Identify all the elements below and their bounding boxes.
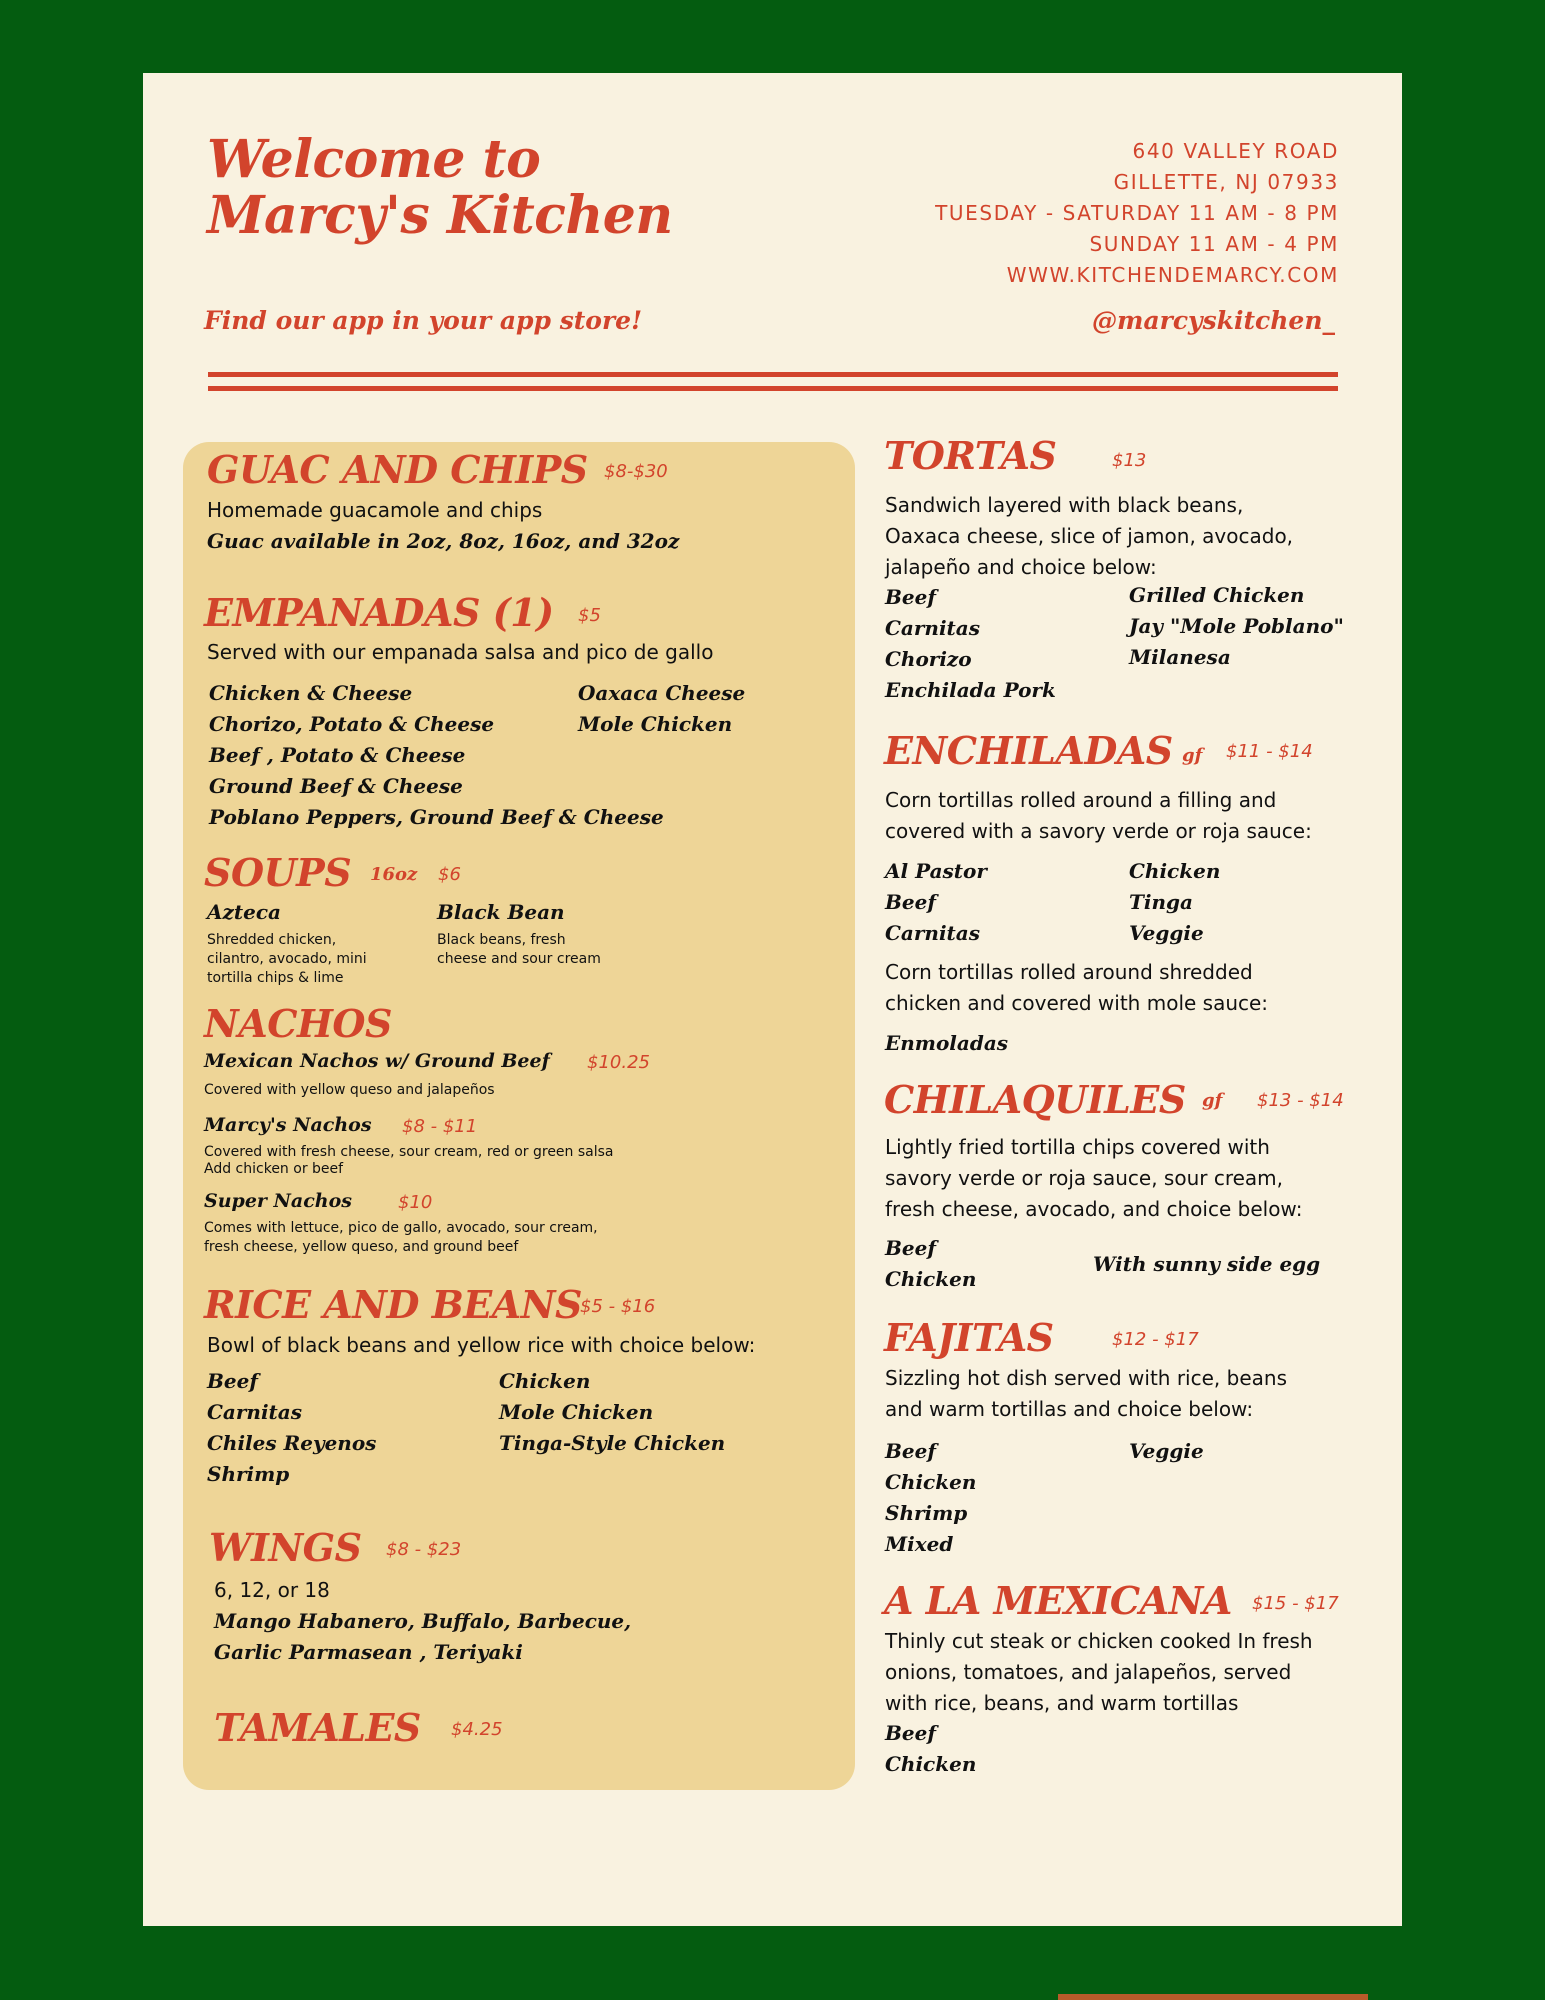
nachos-marcys-desc-2: Add chicken or beef: [204, 1161, 344, 1177]
chilaquiles-gf-tag: gf: [1202, 1090, 1223, 1111]
price-soups: $6: [438, 864, 461, 885]
list-item: Beef: [885, 890, 936, 914]
price-nachos-marcys: $8 - $11: [402, 1116, 478, 1137]
nachos-super-desc: [204, 1219, 598, 1257]
list-item: Veggie: [1129, 1439, 1204, 1463]
list-item: Poblano Peppers, Ground Beef & Cheese: [209, 805, 664, 829]
app-promo: Find our app in your app store!: [204, 306, 643, 335]
chilaquiles-list: [885, 1233, 976, 1295]
list-item: Beef: [207, 1369, 258, 1393]
divider-bottom: [208, 386, 1338, 391]
list-item: Mixed: [885, 1532, 954, 1556]
hours-weekday: TUESDAY - SATURDAY 11 AM - 8 PM: [935, 201, 1339, 225]
list-item: Carnitas: [885, 921, 981, 945]
rice-list-1: [207, 1366, 376, 1490]
price-wings: $8 - $23: [386, 1539, 462, 1560]
list-item: Mole Chicken: [578, 712, 733, 736]
fajitas-list-1: [885, 1436, 976, 1560]
section-title-chilaquiles: CHILAQUILES: [884, 1077, 1186, 1122]
title-line-2: Marcy's Kitchen: [207, 185, 673, 246]
list-item: Grilled Chicken: [1129, 583, 1305, 607]
desc-rice: Bowl of black beans and yellow rice with choice below:: [207, 1333, 756, 1357]
list-item: Carnitas: [207, 1400, 303, 1424]
soup-azteca-desc: Shredded chicken, cilantro, avocado, mini tortilla chips & lime: [207, 932, 367, 986]
wings-flavors: [214, 1606, 631, 1668]
price-tortas: $13: [1112, 450, 1147, 471]
price-empanadas: $5: [578, 605, 601, 626]
desc-tortas-2: Oaxaca cheese, slice of jamon, avocado,: [885, 524, 1294, 548]
desc-enmoladas-1: Corn tortillas rolled around shredded: [885, 960, 1253, 984]
section-title-wings: WINGS: [209, 1525, 362, 1570]
desc-tortas-1: Sandwich layered with black beans,: [885, 493, 1244, 517]
list-item: Beef: [885, 1721, 936, 1745]
list-item: Carnitas: [885, 616, 981, 640]
desc-enmoladas: [885, 957, 1268, 1019]
soup-black-bean-desc: Black beans, fresh cheese and sour cream: [437, 932, 601, 967]
list-item: Beef: [885, 1236, 936, 1260]
list-item: Enchilada Pork: [885, 678, 1056, 702]
guac-sizes: Guac available in 2oz, 8oz, 16oz, and 32oz: [207, 529, 680, 553]
address-line-1: 640 VALLEY ROAD: [1132, 139, 1339, 163]
desc-tortas: [885, 490, 1293, 583]
desc-mexicana-1: Thinly cut steak or chicken cooked In fresh: [885, 1629, 1313, 1653]
list-item: Chorizo: [885, 647, 972, 671]
desc-empanadas: Served with our empanada salsa and pico de gallo: [207, 640, 714, 664]
soup-azteca: Azteca: [207, 900, 281, 924]
list-item: Chicken: [499, 1369, 591, 1393]
hours-sunday: SUNDAY 11 AM - 4 PM: [1089, 232, 1339, 256]
section-title-rice: RICE AND BEANS: [204, 1282, 582, 1327]
enchiladas-gf-tag: gf: [1182, 745, 1203, 766]
desc-mexicana-2: onions, tomatoes, and jalapeños, served: [885, 1660, 1292, 1684]
nachos-mexican-desc: Covered with yellow queso and jalapeños: [204, 1082, 495, 1098]
section-title-soups: SOUPS: [204, 850, 352, 895]
list-item: Chicken: [885, 1752, 977, 1776]
nachos-super-desc-2: fresh cheese, yellow queso, and ground beef: [204, 1239, 519, 1255]
price-rice: $5 - $16: [580, 1296, 656, 1317]
section-title-nachos: NACHOS: [204, 1001, 392, 1046]
list-item: Ground Beef & Cheese: [209, 774, 463, 798]
desc-mexicana: [885, 1626, 1313, 1719]
price-guac: $8-$30: [604, 461, 668, 482]
price-nachos-mexican: $10.25: [587, 1052, 650, 1073]
list-item: Chicken: [1129, 859, 1221, 883]
price-tamales: $4.25: [451, 1719, 503, 1740]
desc-chilaquiles-1: Lightly fried tortilla chips covered with: [885, 1135, 1270, 1159]
list-item: Oaxaca Cheese: [578, 681, 746, 705]
wings-flavors-1: Mango Habanero, Buffalo, Barbecue,: [214, 1609, 632, 1633]
nachos-super: Super Nachos: [204, 1190, 352, 1212]
list-item: Al Pastor: [885, 859, 987, 883]
section-title-fajitas: FAJITAS: [884, 1315, 1054, 1360]
desc-fajitas-1: Sizzling hot dish served with rice, beans: [885, 1366, 1287, 1390]
wings-flavors-2: Garlic Parmasean , Teriyaki: [214, 1640, 523, 1664]
list-item: Chicken & Cheese: [209, 681, 413, 705]
soups-size: 16oz: [370, 864, 418, 885]
list-item: Milanesa: [1129, 645, 1231, 669]
list-item: Mole Chicken: [499, 1400, 654, 1424]
list-item: Chicken: [885, 1267, 977, 1291]
contact-info: [935, 136, 1339, 291]
list-item: Tinga: [1129, 890, 1193, 914]
section-title-tamales: TAMALES: [214, 1705, 421, 1750]
list-item: Shrimp: [207, 1462, 290, 1486]
desc-chilaquiles-3: fresh cheese, avocado, and choice below:: [885, 1197, 1303, 1221]
desc-chilaquiles: [885, 1132, 1302, 1225]
chilaquiles-egg-option: With sunny side egg: [1093, 1252, 1321, 1276]
price-enchiladas: $11 - $14: [1226, 741, 1313, 762]
list-item: Chicken: [885, 1470, 977, 1494]
social-handle[interactable]: @marcyskitchen_: [1092, 306, 1335, 335]
desc-enchiladas-2: covered with a savory verde or roja sauce:: [885, 819, 1312, 843]
list-item: Shrimp: [885, 1501, 968, 1525]
nachos-marcys: Marcy's Nachos: [204, 1114, 372, 1136]
bottom-accent-bar: [1058, 1994, 1368, 2000]
desc-fajitas: [885, 1363, 1287, 1425]
mexicana-list: [885, 1718, 976, 1780]
website-link[interactable]: WWW.KITCHENDEMARCY.COM: [1006, 263, 1339, 287]
wings-sizes: 6, 12, or 18: [214, 1578, 330, 1602]
section-title-empanadas: EMPANADAS (1): [204, 590, 554, 635]
enchiladas-list-1: [885, 856, 987, 949]
address-line-2: GILLETTE, NJ 07933: [1113, 170, 1339, 194]
nachos-super-desc-1: Comes with lettuce, pico de gallo, avocado, sour cream,: [204, 1220, 598, 1236]
section-title-tortas: TORTAS: [884, 433, 1057, 478]
rice-list-2: [499, 1366, 725, 1459]
desc-enmoladas-2: chicken and covered with mole sauce:: [885, 991, 1269, 1015]
list-item: Tinga-Style Chicken: [499, 1431, 726, 1455]
desc-fajitas-2: and warm tortillas and choice below:: [885, 1397, 1254, 1421]
desc-chilaquiles-2: savory verde or roja sauce, sour cream,: [885, 1166, 1283, 1190]
divider-top: [208, 372, 1338, 377]
tortas-list-2: [1129, 580, 1344, 673]
desc-enchiladas-1: Corn tortillas rolled around a filling and: [885, 788, 1277, 812]
desc-guac: Homemade guacamole and chips: [207, 498, 543, 522]
fajitas-list-2: [1129, 1436, 1204, 1467]
desc-tortas-3: jalapeño and choice below:: [885, 555, 1157, 579]
list-item: Jay "Mole Poblano": [1129, 614, 1344, 638]
section-title-enchiladas: ENCHILADAS: [884, 728, 1173, 773]
soup-black-bean: Black Bean: [437, 900, 565, 924]
desc-enchiladas: [885, 785, 1312, 847]
price-fajitas: $12 - $17: [1112, 1329, 1199, 1350]
nachos-marcys-desc: [204, 1144, 614, 1178]
empanadas-list-2: [578, 678, 745, 740]
title-line-1: Welcome to: [207, 129, 541, 190]
section-title-guac: GUAC AND CHIPS: [207, 447, 588, 492]
list-item: Chiles Reyenos: [207, 1431, 377, 1455]
list-item: Veggie: [1129, 921, 1204, 945]
list-item: Beef: [885, 585, 936, 609]
item-enmoladas: Enmoladas: [885, 1031, 1009, 1055]
nachos-marcys-desc-1: Covered with fresh cheese, sour cream, red or green salsa: [204, 1144, 614, 1160]
section-title-mexicana: A LA MEXICANA: [884, 1578, 1232, 1623]
price-mexicana: $15 - $17: [1252, 1593, 1339, 1614]
desc-mexicana-3: with rice, beans, and warm tortillas: [885, 1691, 1239, 1715]
nachos-mexican: Mexican Nachos w/ Ground Beef: [204, 1050, 550, 1072]
price-nachos-super: $10: [398, 1192, 433, 1213]
enchiladas-list-2: [1129, 856, 1220, 949]
list-item: Beef: [885, 1439, 936, 1463]
list-item: Chorizo, Potato & Cheese: [209, 712, 495, 736]
list-item: Beef , Potato & Cheese: [209, 743, 466, 767]
page-title: [207, 129, 673, 246]
tortas-list-1: [885, 582, 1056, 706]
price-chilaquiles: $13 - $14: [1257, 1090, 1344, 1111]
